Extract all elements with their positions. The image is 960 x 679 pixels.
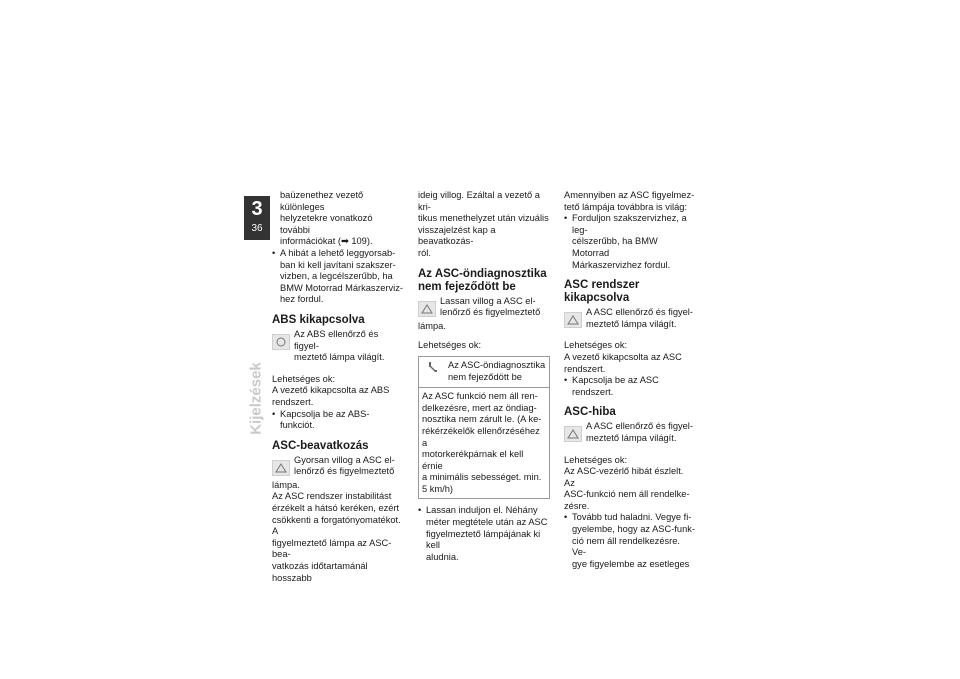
text-line: csökkenti a forgatónyomatékot. A — [272, 514, 401, 537]
text-line: • Tovább tud haladni. Vegye fi- — [572, 512, 692, 523]
text-line: ASC-funkció nem áll rendelke- — [564, 489, 690, 500]
text-line: hez fordul. — [280, 294, 324, 305]
text-line: delkezésre, mert az öndiag- — [422, 402, 537, 413]
text-line: • Lassan induljon el. Néhány — [426, 505, 538, 516]
list-item — [564, 213, 696, 271]
text-line: helyzetekre vonatkozó további — [280, 213, 373, 235]
chapter-number: 3 — [251, 198, 263, 220]
text-line: nem fejeződött be — [448, 371, 522, 382]
note-box-header — [419, 357, 549, 388]
text-line: lenőrző és figyelmeztető — [294, 466, 395, 477]
text-line: Lassan villog a ASC el- — [440, 295, 536, 306]
lamp-row — [564, 421, 696, 444]
chapter-tab — [244, 196, 270, 240]
text-line: A vezető kikapcsolta az ABS — [272, 385, 390, 396]
abs-warning-icon — [272, 334, 290, 350]
section-title-asc-off: ASC rendszer kikapcsolva — [564, 279, 640, 305]
wrench-icon — [422, 360, 444, 377]
text-line: A vezető kikapcsolta az ASC — [564, 351, 682, 362]
title-line: nem fejeződött be — [418, 280, 516, 293]
text-line: ról. — [418, 247, 431, 258]
text-line: vatkozás időtartamánál hosszabb — [272, 561, 368, 583]
text-line: • Kapcsolja be az ASC rendszert. — [572, 375, 659, 397]
text-line: meztető lámpa világít. — [586, 318, 677, 329]
text-line: A ASC ellenőrző és figyel- — [586, 307, 693, 318]
text-line: meztető lámpa világít. — [586, 432, 677, 443]
page-number: 36 — [251, 223, 263, 234]
lamp-row — [564, 307, 696, 330]
sidebar — [246, 350, 266, 450]
text-line: Az ASC funkció nem áll ren- — [422, 391, 538, 402]
lamp-row — [418, 296, 550, 319]
text-line: Az ASC-öndiagnosztika — [448, 359, 546, 370]
possible-cause-label: Lehetséges ok: — [564, 454, 628, 465]
text-line: baüzenethez vezető különleges — [280, 190, 364, 212]
text-line: motorkerékpárnak el kell érnie — [422, 449, 524, 471]
text-line: Az ASC-vezérlő hibát észlelt. Az — [564, 466, 684, 488]
list-item — [272, 409, 404, 432]
text-line: lámpa. — [272, 479, 300, 490]
section-title-asc-selfdiagnosis — [418, 268, 550, 294]
column-2 — [418, 190, 550, 563]
sidebar-label: Kijelzések — [247, 362, 265, 435]
text-line: rendszert. — [564, 363, 606, 374]
text-line: figyelmeztető lámpájának ki kell — [426, 528, 541, 551]
text-line: BMW Motorrad Márkaszerviz- — [280, 282, 403, 293]
possible-cause-label: Lehetséges ok: — [272, 373, 336, 384]
list-item — [564, 375, 696, 398]
section-title-abs-off: ABS kikapcsolva — [272, 313, 365, 326]
lamp-row — [272, 329, 404, 364]
text-line: figyelmeztető lámpa az ASC-bea- — [272, 537, 392, 560]
text-line: érzékelt a hátsó keréken, ezért — [272, 503, 400, 514]
text-line: lámpa. — [418, 320, 446, 331]
text-line: aludnia. — [426, 551, 459, 562]
text-line: • A hibát a lehető leggyorsab- — [280, 247, 396, 258]
text-line: zésre. — [564, 500, 590, 511]
note-box-body — [419, 388, 549, 498]
possible-cause-label: Lehetséges ok: — [418, 340, 482, 351]
text-line: célszerűbb, ha BMW Motorrad — [572, 236, 658, 258]
asc-warning-icon — [564, 312, 582, 328]
text-line: információkat (➡ 109). — [280, 236, 373, 247]
text-line: A ASC ellenőrző és figyel- — [586, 421, 693, 432]
text-line: vizben, a legcélszerűbb, ha — [280, 271, 393, 282]
text-line: • Forduljon szakszervizhez, a leg- — [572, 213, 687, 235]
intro-continuation — [272, 190, 404, 248]
text-line: visszajelzést kap a beavatkozás- — [418, 224, 496, 247]
list-item — [272, 248, 404, 306]
text-line: gyelembe, hogy az ASC-funk- — [572, 524, 695, 535]
column-1 — [272, 190, 404, 584]
text-line: a minimális sebességet. min. — [422, 472, 542, 483]
text-line: Márkaszervizhez fordul. — [572, 259, 671, 270]
asc-warning-icon — [272, 460, 290, 476]
text-line: Az ASC rendszer instabilitást — [272, 491, 392, 502]
section-title-asc-fault: ASC-hiba — [564, 406, 616, 419]
text-line: méter megtétele után az ASC — [426, 517, 548, 528]
text-line: Gyorsan villog a ASC el- — [294, 454, 395, 465]
title-line: Az ASC-öndiagnosztika — [418, 267, 547, 280]
text-line: ció nem áll rendelkezésre. Ve- — [572, 535, 680, 558]
column-3 — [564, 190, 696, 570]
lamp-row — [272, 455, 404, 478]
possible-cause-label: Lehetséges ok: — [564, 340, 628, 351]
asc-warning-icon — [418, 301, 436, 317]
text-line: Az ABS ellenőrző és figyel- — [294, 328, 379, 351]
text-line: gye figyelembe az esetleges — [572, 558, 690, 569]
text-line: lenőrző és figyelmeztető — [440, 307, 541, 318]
text-line: rékérzékelők ellenőrzéséhez a — [422, 425, 540, 448]
text-line: • Kapcsolja be az ABS-funkciót. — [280, 408, 370, 431]
text-line: meztető lámpa világít. — [294, 352, 385, 363]
asc-warning-icon — [564, 426, 582, 442]
text-line: ideig villog. Ezáltal a vezető a kri- — [418, 190, 540, 212]
text-line: tikus menethelyzet után vizuális — [418, 213, 549, 224]
text-line: 5 km/h) — [422, 483, 453, 494]
text-line: Amennyiben az ASC figyelmez- — [564, 190, 695, 200]
text-line: ban ki kell javítani szakszer- — [280, 259, 396, 270]
text-line: rendszert. — [272, 396, 314, 407]
note-box — [418, 356, 550, 500]
text-line: tető lámpája továbbra is világ: — [564, 201, 687, 212]
text-line: nosztika nem zárult le. (A ke- — [422, 414, 542, 425]
list-item — [564, 512, 696, 570]
section-title-asc-intervention: ASC-beavatkozás — [272, 439, 369, 452]
list-item — [418, 505, 550, 563]
